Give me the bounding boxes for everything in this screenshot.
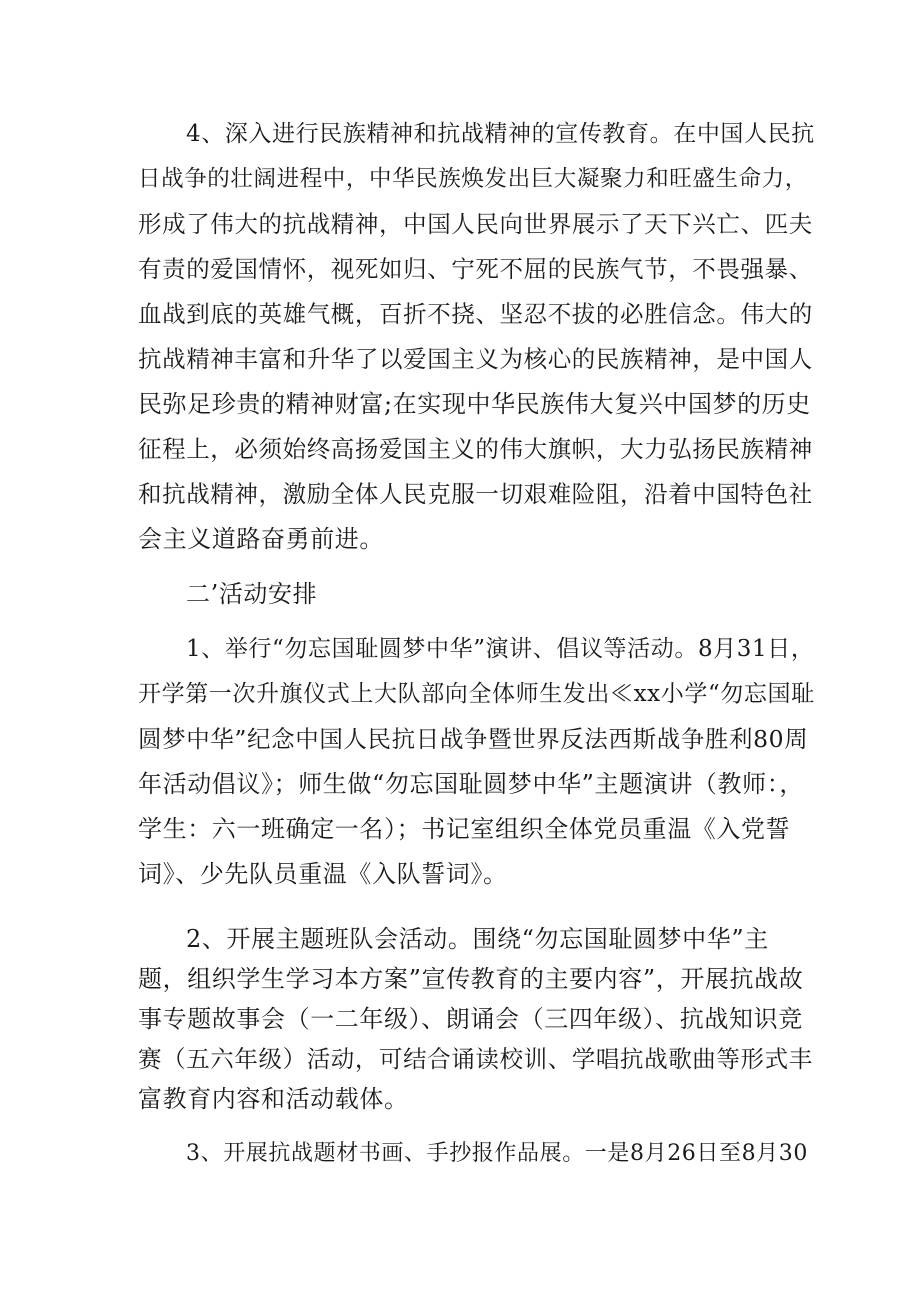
item-2-line-1: 2、开展主题班队会活动。围绕“勿忘国耻圆梦中华”主	[186, 925, 769, 953]
item-2-line-4: 赛（五六年级）活动，可结合诵读校训、学唱抗战歌曲等形式丰	[138, 1045, 813, 1073]
paragraph-4-line-2: 日战争的壮阔进程中，中华民族焕发出巨大凝聚力和旺盛生命力，	[138, 166, 808, 192]
paragraph-4-line-10: 会主义道路奋勇前进。	[138, 525, 384, 553]
paragraph-4-line-7: 民弥足珍贵的精神财富;在实现中华民族伟大复兴中国梦的历史	[138, 390, 811, 418]
paragraph-4-line-1: 4、深入进行民族精神和抗战精神的宣传教育。在中国人民抗	[186, 121, 815, 147]
paragraph-4-line-6: 抗战精神丰富和升华了以爱国主义为核心的民族精神，是中国人	[138, 345, 813, 373]
paragraph-4-line-8: 征程上，必须始终高扬爱国主义的伟大旗帜，大力弘扬民族精神	[138, 435, 813, 463]
paragraph-4-line-9: 和抗战精神，激励全体人民克服一切艰难险阻，沿着中国特色社	[138, 480, 813, 508]
item-1-line-5: 学生：六一班确定一名）；书记室组织全体党员重温《入党誓	[138, 815, 791, 843]
item-2-line-2: 题，组织学生学习本方案”宣传教育的主要内容”，开展抗战故	[138, 965, 804, 993]
item-2-line-5: 富教育内容和活动载体。	[138, 1085, 409, 1113]
item-1-line-4: 年活动倡议》；师生做“勿忘国耻圆梦中华”主题演讲（教师：，	[138, 770, 804, 798]
item-3-line-1: 3、开展抗战题材书画、手抄报作品展。一是8月26日至8月30	[186, 1141, 808, 1166]
item-1-line-2: 开学第一次升旗仪式上大队部向全体师生发出≪xx小学“勿忘国耻	[138, 681, 815, 707]
item-1-line-1: 1、举行“勿忘国耻圆梦中华”演讲、倡议等活动。8月31日，	[186, 636, 815, 662]
paragraph-4-line-3: 形成了伟大的抗战精神，中国人民向世界展示了天下兴亡、匹夫	[138, 210, 813, 238]
item-1-line-6: 词》、少先队员重温《入队誓词》。	[138, 860, 508, 888]
paragraph-4-line-4: 有责的爱国情怀，视死如归、宁死不屈的民族气节，不畏强暴、	[138, 255, 813, 283]
paragraph-4-line-5: 血战到底的英雄气概，百折不挠、坚忍不拔的必胜信念。伟大的	[138, 300, 813, 328]
item-1-line-3: 圆梦中华”纪念中国人民抗日战争暨世界反法西斯战争胜利80周	[138, 725, 809, 753]
item-2-line-3: 事专题故事会（一二年级）、朗诵会（三四年级）、抗战知识竞	[138, 1005, 803, 1033]
section-heading: 二’活动安排	[186, 580, 318, 608]
